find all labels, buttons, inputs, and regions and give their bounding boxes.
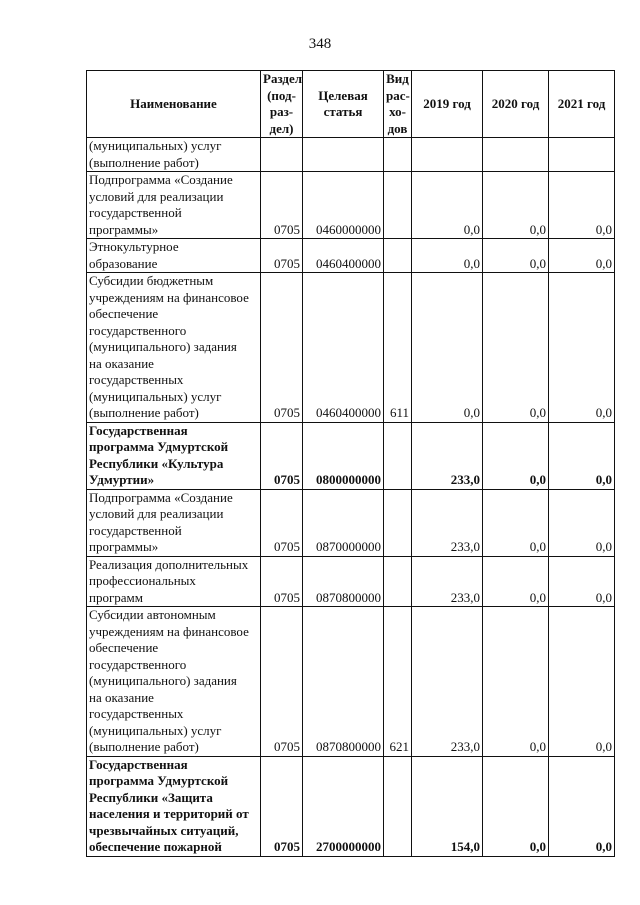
row-value-2019: 0,0 [412,239,483,273]
row-value-2021 [549,138,615,172]
row-name-line: Подпрограмма «Создание [89,489,233,505]
row-name-line: государственных [89,372,184,387]
header-section-line: дел) [269,120,294,136]
row-target-article: 0870800000 [303,556,384,607]
row-name-line: условий для реализации [89,188,224,204]
row-section: 0705 [261,607,303,757]
row-name-line: Субсидии автономным [89,607,216,622]
row-name-line: (выполнение работ) [89,739,199,754]
header-2020: 2020 год [483,71,549,138]
row-name-line: (муниципальных) услуг [89,138,222,153]
row-section: 0705 [261,239,303,273]
header-section [261,71,303,138]
row-value-2021: 0,0 [549,556,615,607]
row-value-2020: 0,0 [483,422,549,489]
row-value-2019: 154,0 [412,756,483,856]
table-row [87,489,615,556]
row-value-2020: 0,0 [483,172,549,239]
row-name [87,422,261,489]
row-name-line: населения и территорий от [89,806,249,821]
row-name [87,172,261,239]
row-section: 0705 [261,273,303,423]
row-value-2019 [412,138,483,172]
row-name-line: программа Удмуртской [89,439,229,454]
row-value-2020: 0,0 [483,239,549,273]
row-name-line: Государственная [89,422,188,438]
row-section: 0705 [261,489,303,556]
row-name-line: Субсидии бюджетным [89,273,214,288]
row-expense-type: 611 [384,273,412,423]
row-name-line: обеспечение [89,640,159,655]
row-name-line: Реализация дополнительных [89,556,249,572]
header-section-line: Раздел [263,71,303,86]
row-expense-type [384,172,412,239]
header-row [87,71,615,138]
row-value-2021: 0,0 [549,607,615,757]
row-value-2021: 0,0 [549,756,615,856]
row-value-2020: 0,0 [483,273,549,423]
row-target-article: 0460400000 [303,239,384,273]
row-name-line: учреждениям на финансовое [89,623,249,639]
row-name-line: программы» [89,539,159,554]
row-name-line: (муниципального) задания [89,339,237,354]
row-name-line: программы» [89,221,159,237]
row-value-2021: 0,0 [549,273,615,423]
row-name-line: Республики «Культура [89,455,224,471]
row-name-line: обеспечение пожарной [89,839,222,854]
header-section-line: раз- [269,104,294,119]
row-expense-type [384,489,412,556]
table-row [87,172,615,239]
row-name [87,556,261,607]
table-row [87,556,615,607]
row-name [87,607,261,757]
row-name-line: (выполнение работ) [89,405,199,420]
row-expense-type [384,756,412,856]
row-name-line: образование [89,255,158,271]
row-name [87,239,261,273]
row-value-2019: 0,0 [412,172,483,239]
row-name-line: государственной [89,522,182,538]
row-name-line: Удмуртии» [89,472,155,487]
header-expense-line: Вид [386,71,409,86]
table-row [87,138,615,172]
row-name-line: учреждениям на финансовое [89,289,249,305]
row-value-2020: 0,0 [483,756,549,856]
row-section: 0705 [261,422,303,489]
row-name-line: чрезвычайных ситуаций, [89,822,239,838]
row-name-line: условий для реализации [89,506,224,521]
header-expense-type [384,71,412,138]
row-name-line: (муниципальных) услуг [89,388,222,404]
row-value-2019: 233,0 [412,556,483,607]
row-value-2021: 0,0 [549,489,615,556]
header-expense-line: хо- [389,104,406,119]
row-name-line: Этнокультурное [89,239,179,254]
row-value-2019: 0,0 [412,273,483,423]
row-value-2021: 0,0 [549,422,615,489]
table-row [87,273,615,423]
row-name [87,138,261,172]
header-target [303,71,384,138]
table-row [87,607,615,757]
table-row [87,422,615,489]
row-target-article: 2700000000 [303,756,384,856]
row-value-2020: 0,0 [483,489,549,556]
row-expense-type [384,239,412,273]
header-name: Наименование [87,71,261,138]
row-expense-type [384,138,412,172]
header-2019: 2019 год [412,71,483,138]
table-body [87,138,615,857]
row-name-line: (выполнение работ) [89,154,199,170]
header-expense-line: дов [387,120,408,136]
row-value-2020 [483,138,549,172]
row-section: 0705 [261,556,303,607]
row-section: 0705 [261,756,303,856]
row-expense-type [384,556,412,607]
header-section-line: (под- [267,87,296,103]
header-target-line: статья [323,104,363,119]
row-section [261,138,303,172]
row-expense-type: 621 [384,607,412,757]
row-name-line: программ [89,589,144,605]
row-target-article: 0870800000 [303,607,384,757]
row-name-line: Государственная [89,756,188,772]
row-name [87,273,261,423]
row-name-line: программа Удмуртской [89,773,229,788]
row-value-2019: 233,0 [412,489,483,556]
header-2021: 2021 год [549,71,615,138]
row-name-line: государственного [89,322,187,338]
row-name-line: обеспечение [89,306,159,321]
header-expense-line: рас- [386,87,410,103]
row-section: 0705 [261,172,303,239]
header-target-line: Целевая [318,87,368,103]
row-target-article [303,138,384,172]
table-row [87,756,615,856]
page-number: 348 [308,36,332,52]
row-value-2020: 0,0 [483,607,549,757]
row-value-2019: 233,0 [412,422,483,489]
row-name-line: Подпрограмма «Создание [89,172,233,187]
row-target-article: 0870000000 [303,489,384,556]
row-name [87,489,261,556]
row-target-article: 0460400000 [303,273,384,423]
row-value-2021: 0,0 [549,172,615,239]
row-name-line: профессиональных [89,573,196,588]
row-name-line: (муниципального) задания [89,673,237,688]
row-name-line: Республики «Защита [89,789,213,805]
table-row [87,239,615,273]
row-target-article: 0800000000 [303,422,384,489]
row-value-2021: 0,0 [549,239,615,273]
row-name-line: на оказание [89,355,154,371]
row-name-line: на оказание [89,689,154,705]
row-name-line: государственных [89,706,184,721]
row-value-2019: 233,0 [412,607,483,757]
row-name-line: (муниципальных) услуг [89,722,222,738]
row-name [87,756,261,856]
row-name-line: государственной [89,205,182,220]
row-value-2020: 0,0 [483,556,549,607]
row-name-line: государственного [89,656,187,672]
budget-table [86,70,615,857]
row-expense-type [384,422,412,489]
row-target-article: 0460000000 [303,172,384,239]
